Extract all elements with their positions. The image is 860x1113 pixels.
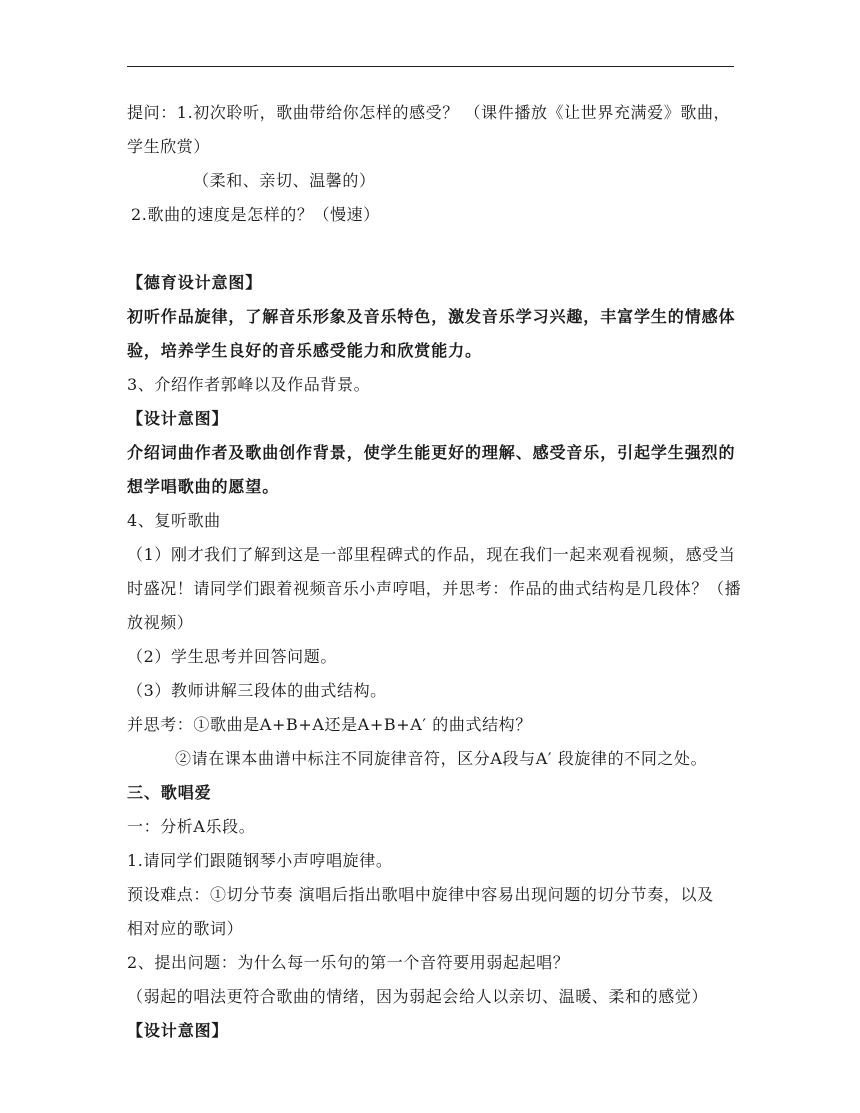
- question-1-line-2: 学生欣赏）: [127, 137, 211, 156]
- document-body: [127, 96, 742, 1048]
- step-1-hum: 1.请同学们跟随钢琴小声哼唱旋律。: [127, 851, 393, 870]
- header-rule: [127, 66, 734, 67]
- item-2: （2）学生思考并回答问题。: [127, 647, 337, 666]
- item-3: （3）教师讲解三段体的曲式结构。: [127, 681, 387, 700]
- item-1-line-3: 放视频）: [127, 613, 194, 632]
- blank-line: [127, 232, 737, 266]
- analyze-a-section: 一：分析A乐段。: [127, 817, 256, 836]
- think-1: 并思考：①歌曲是A+B+A还是A+B+A′ 的曲式结构？: [127, 715, 532, 734]
- design-intent-text-2: 想学唱歌曲的愿望。: [127, 477, 280, 496]
- moral-design-text-2: 验，培养学生良好的音乐感受能力和欣赏能力。: [127, 341, 482, 360]
- question-1-answer: （柔和、亲切、温馨的）: [193, 171, 376, 190]
- design-intent-heading-1: 【设计意图】: [127, 409, 229, 428]
- step-2-answer: （弱起的唱法更符合歌曲的情绪，因为弱起会给人以亲切、温暖、柔和的感觉）: [127, 987, 709, 1006]
- item-1-line-1: （1）刚才我们了解到这是一部里程碑式的作品，现在我们一起来观看视频，感受当: [127, 545, 736, 564]
- question-2: 2.歌曲的速度是怎样的？（慢速）: [131, 205, 380, 224]
- difficulty-line-1: 预设难点：①切分节奏 演唱后指出歌唱中旋律中容易出现问题的切分节奏，以及: [127, 885, 714, 904]
- moral-design-heading: 【德育设计意图】: [127, 273, 263, 292]
- moral-design-text-1: 初听作品旋律，了解音乐形象及音乐特色，激发音乐学习兴趣，丰富学生的情感体: [127, 307, 736, 326]
- section-3-heading: 三、歌唱爱: [127, 783, 212, 802]
- step-3: 3、介绍作者郭峰以及作品背景。: [127, 375, 371, 394]
- item-1-line-2: 时盛况！请同学们跟着视频音乐小声哼唱，并思考：作品的曲式结构是几段体？（播: [127, 579, 742, 598]
- design-intent-text-1: 介绍词曲作者及歌曲创作背景，使学生能更好的理解、感受音乐，引起学生强烈的: [127, 443, 736, 462]
- think-2: ②请在课本曲谱中标注不同旋律音符，区分A段与A′ 段旋律的不同之处。: [175, 749, 708, 768]
- difficulty-line-2: 相对应的歌词）: [127, 919, 244, 938]
- step-4: 4、复听歌曲: [127, 511, 221, 530]
- step-2-question: 2、提出问题：为什么每一乐句的第一个音符要用弱起起唱？: [127, 953, 570, 972]
- question-1-line-1: 提问：1.初次聆听，歌曲带给你怎样的感受？ （课件播放《让世界充满爱》歌曲，: [127, 103, 731, 122]
- design-intent-heading-2: 【设计意图】: [127, 1021, 229, 1040]
